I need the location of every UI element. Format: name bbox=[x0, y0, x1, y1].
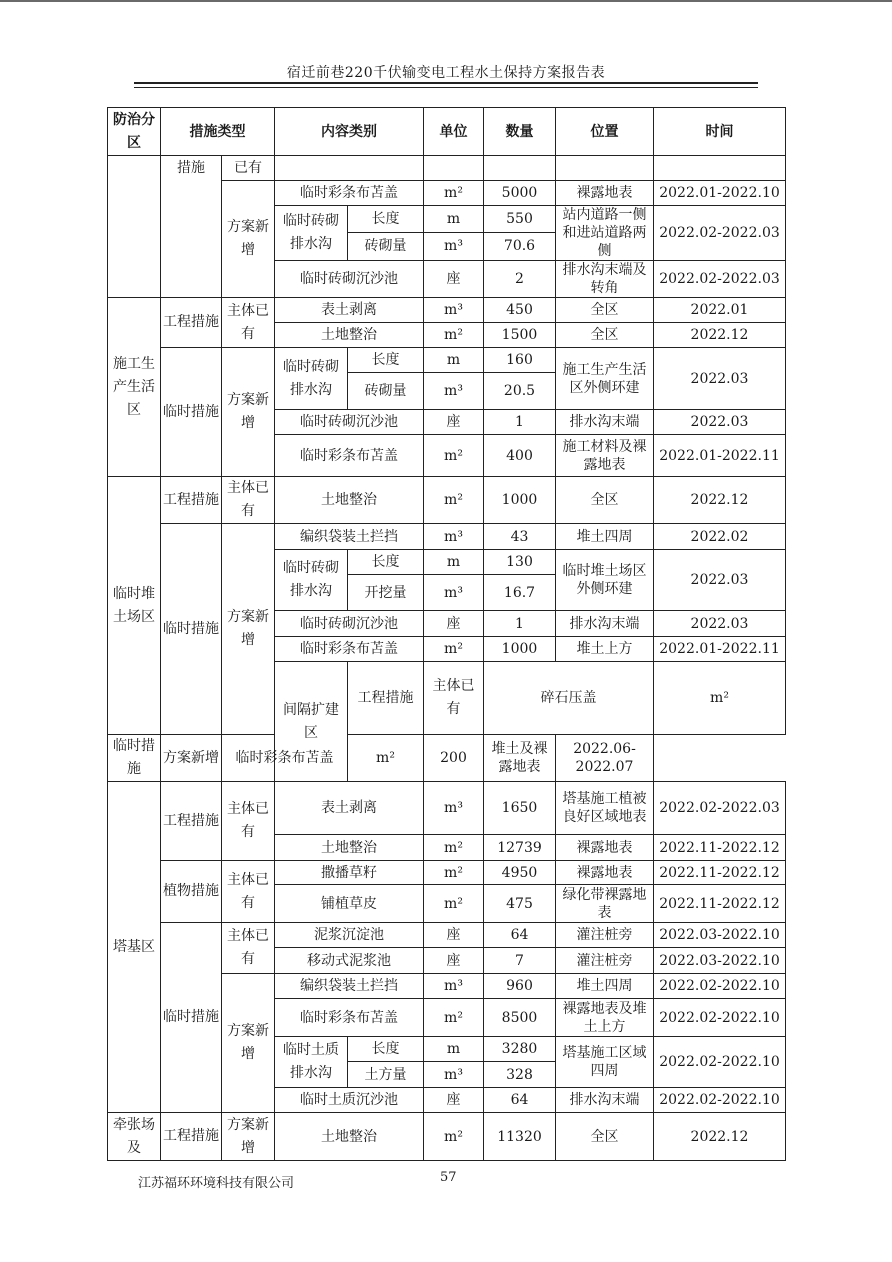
unit-cell: m³ bbox=[424, 373, 484, 410]
zone-cell: 牵张场及 bbox=[108, 1113, 161, 1161]
quantity-cell: 4950 bbox=[484, 861, 556, 885]
measure-source-cell: 方案新增 bbox=[222, 181, 275, 298]
measure-category-cell: 工程措施 bbox=[161, 298, 222, 348]
header-cell: 内容类别 bbox=[275, 108, 424, 156]
time-cell: 2022.01 bbox=[654, 298, 786, 323]
measure-source-cell: 主体已有 bbox=[222, 861, 275, 923]
content-cell: 撒播草籽 bbox=[275, 861, 424, 885]
unit-cell: 座 bbox=[424, 410, 484, 435]
top-border bbox=[0, 0, 892, 2]
unit-cell: m bbox=[424, 550, 484, 575]
subitem-cell: 砖砌量 bbox=[348, 373, 424, 410]
time-cell: 2022.06-2022.07 bbox=[556, 735, 654, 782]
content-cell: 铺植草皮 bbox=[275, 885, 424, 923]
unit-cell: m² bbox=[424, 861, 484, 885]
zone-cell: 施工生产生活区 bbox=[108, 298, 161, 477]
location-cell: 裸露地表及堆土上方 bbox=[556, 999, 654, 1037]
quantity-cell bbox=[484, 156, 556, 181]
quantity-cell: 43 bbox=[484, 524, 556, 550]
measure-source-cell: 主体已有 bbox=[222, 782, 275, 861]
unit-cell: m² bbox=[424, 477, 484, 524]
unit-cell: m³ bbox=[424, 1062, 484, 1088]
location-cell: 灌注桩旁 bbox=[556, 948, 654, 974]
subitem-cell: 长度 bbox=[348, 550, 424, 575]
table-row bbox=[108, 477, 786, 524]
quantity-cell: 64 bbox=[484, 1088, 556, 1113]
content-cell: 表土剥离 bbox=[275, 298, 424, 323]
time-cell: 2022.02-2022.10 bbox=[654, 1088, 786, 1113]
unit-cell: 座 bbox=[424, 1088, 484, 1113]
time-cell: 2022.03 bbox=[654, 348, 786, 410]
measure-source-cell: 主体已有 bbox=[222, 298, 275, 348]
measure-category-cell: 措施 bbox=[161, 156, 222, 298]
quantity-cell: 64 bbox=[484, 923, 556, 948]
unit-cell bbox=[424, 156, 484, 181]
time-cell: 2022.02-2022.10 bbox=[654, 974, 786, 999]
measure-category-cell: 工程措施 bbox=[161, 1113, 222, 1161]
unit-cell: m² bbox=[424, 435, 484, 477]
location-cell: 塔基施工区域四周 bbox=[556, 1037, 654, 1088]
zone-cell: 临时堆土场区 bbox=[108, 477, 161, 735]
measure-source-cell: 主体已有 bbox=[424, 662, 484, 735]
quantity-cell: 1500 bbox=[484, 323, 556, 348]
subitem-cell: 土方量 bbox=[348, 1062, 424, 1088]
table-row bbox=[108, 923, 786, 948]
measures-table bbox=[107, 107, 786, 1161]
content-cell: 土地整治 bbox=[275, 477, 424, 524]
time-cell: 2022.12 bbox=[654, 1113, 786, 1161]
measure-category-cell: 工程措施 bbox=[161, 477, 222, 524]
time-cell: 2022.02 bbox=[654, 524, 786, 550]
header-rule-thin bbox=[134, 87, 758, 88]
content-cell: 表土剥离 bbox=[275, 782, 424, 835]
content-cell: 土地整治 bbox=[275, 323, 424, 348]
table-row bbox=[108, 298, 786, 323]
content-cell: 临时砖砌排水沟 bbox=[275, 348, 348, 410]
zone-cell: 塔基区 bbox=[108, 782, 161, 1113]
content-cell: 编织袋装土拦挡 bbox=[275, 974, 424, 999]
quantity-cell: 1 bbox=[484, 410, 556, 435]
unit-cell: m² bbox=[424, 637, 484, 662]
content-cell: 移动式泥浆池 bbox=[275, 948, 424, 974]
time-cell: 2022.11-2022.12 bbox=[654, 861, 786, 885]
measure-source-cell: 主体已有 bbox=[222, 923, 275, 974]
measure-source-cell: 主体已有 bbox=[222, 477, 275, 524]
location-cell: 排水沟末端及转角 bbox=[556, 261, 654, 298]
table-row bbox=[108, 156, 786, 181]
location-cell: 排水沟末端 bbox=[556, 1088, 654, 1113]
time-cell: 2022.03 bbox=[654, 550, 786, 611]
content-cell: 土地整治 bbox=[275, 835, 424, 861]
content-cell: 临时砖砌排水沟 bbox=[275, 206, 348, 261]
table-row bbox=[108, 1113, 786, 1161]
content-cell bbox=[275, 156, 424, 181]
location-cell: 站内道路一侧和进站道路两侧 bbox=[556, 206, 654, 261]
time-cell: 2022.12 bbox=[654, 323, 786, 348]
time-cell: 2022.03 bbox=[654, 611, 786, 637]
unit-cell: m³ bbox=[424, 575, 484, 611]
time-cell: 2022.02-2022.10 bbox=[654, 1037, 786, 1088]
location-cell: 排水沟末端 bbox=[556, 611, 654, 637]
header-cell: 位置 bbox=[556, 108, 654, 156]
header-cell: 时间 bbox=[654, 108, 786, 156]
location-cell: 全区 bbox=[556, 323, 654, 348]
header-cell: 数量 bbox=[484, 108, 556, 156]
table-row bbox=[108, 861, 786, 885]
quantity-cell: 16.7 bbox=[484, 575, 556, 611]
measure-source-cell: 方案新增 bbox=[222, 974, 275, 1113]
location-cell: 裸露地表 bbox=[556, 181, 654, 206]
time-cell: 2022.11-2022.12 bbox=[654, 885, 786, 923]
quantity-cell: 20.5 bbox=[484, 373, 556, 410]
measure-category-cell: 临时措施 bbox=[161, 923, 222, 1113]
subitem-cell: 长度 bbox=[348, 1037, 424, 1062]
location-cell: 绿化带裸露地表 bbox=[556, 885, 654, 923]
unit-cell: m² bbox=[424, 835, 484, 861]
table-row bbox=[108, 782, 786, 835]
table-row bbox=[108, 524, 786, 550]
subitem-cell: 砖砌量 bbox=[348, 232, 424, 260]
header-cell: 单位 bbox=[424, 108, 484, 156]
quantity-cell: 160 bbox=[484, 348, 556, 373]
measure-category-cell: 植物措施 bbox=[161, 861, 222, 923]
header-cell: 防治分区 bbox=[108, 108, 161, 156]
time-cell bbox=[654, 156, 786, 181]
page-number: 57 bbox=[440, 1170, 457, 1185]
quantity-cell: 1000 bbox=[484, 637, 556, 662]
unit-cell: m³ bbox=[424, 298, 484, 323]
time-cell: 2022.02-2022.03 bbox=[654, 782, 786, 835]
quantity-cell: 2 bbox=[484, 261, 556, 298]
footer-company: 江苏福环环境科技有限公司 bbox=[138, 1176, 295, 1191]
content-cell: 临时砖砌沉沙池 bbox=[275, 410, 424, 435]
location-cell: 堆土上方 bbox=[556, 637, 654, 662]
quantity-cell: 200 bbox=[424, 735, 484, 782]
unit-cell: m² bbox=[424, 323, 484, 348]
location-cell: 全区 bbox=[556, 1113, 654, 1161]
report-header-title: 宿迁前巷220千伏输变电工程水土保持方案报告表 bbox=[286, 65, 606, 81]
measure-source-cell: 方案新增 bbox=[161, 735, 222, 782]
location-cell: 全区 bbox=[556, 298, 654, 323]
unit-cell: 座 bbox=[424, 261, 484, 298]
content-cell: 临时砖砌沉沙池 bbox=[275, 261, 424, 298]
location-cell: 全区 bbox=[556, 477, 654, 524]
content-cell: 临时砖砌沉沙池 bbox=[275, 611, 424, 637]
zone-cell bbox=[108, 156, 161, 298]
quantity-cell: 70.6 bbox=[484, 232, 556, 260]
unit-cell: m bbox=[424, 1037, 484, 1062]
table-header-row bbox=[108, 108, 786, 156]
time-cell: 2022.03 bbox=[654, 410, 786, 435]
content-cell: 土地整治 bbox=[275, 1113, 424, 1161]
unit-cell: 座 bbox=[424, 948, 484, 974]
content-cell: 临时彩条布苫盖 bbox=[275, 637, 424, 662]
table-row bbox=[108, 735, 786, 782]
location-cell: 裸露地表 bbox=[556, 861, 654, 885]
location-cell: 排水沟末端 bbox=[556, 410, 654, 435]
time-cell: 2022.02-2022.03 bbox=[654, 206, 786, 261]
content-cell: 泥浆沉淀池 bbox=[275, 923, 424, 948]
unit-cell: 座 bbox=[424, 611, 484, 637]
location-cell: 临时堆土场区外侧环建 bbox=[556, 550, 654, 611]
time-cell: 2022.11-2022.12 bbox=[654, 835, 786, 861]
quantity-cell: 11320 bbox=[484, 1113, 556, 1161]
content-cell: 临时土质排水沟 bbox=[275, 1037, 348, 1088]
unit-cell: m bbox=[424, 206, 484, 233]
time-cell: 2022.01-2022.10 bbox=[654, 181, 786, 206]
quantity-cell: 12739 bbox=[484, 835, 556, 861]
unit-cell: m bbox=[424, 348, 484, 373]
quantity-cell: 960 bbox=[484, 974, 556, 999]
time-cell: 2022.01-2022.11 bbox=[654, 435, 786, 477]
subitem-cell: 长度 bbox=[348, 348, 424, 373]
subitem-cell: 长度 bbox=[348, 206, 424, 233]
unit-cell: m³ bbox=[424, 782, 484, 835]
header-rule-thick bbox=[134, 82, 758, 84]
quantity-cell: 5000 bbox=[484, 181, 556, 206]
time-cell: 2022.03-2022.10 bbox=[654, 923, 786, 948]
unit-cell: m² bbox=[654, 662, 786, 735]
location-cell: 堆土及裸露地表 bbox=[484, 735, 556, 782]
location-cell: 塔基施工植被良好区域地表 bbox=[556, 782, 654, 835]
subitem-cell: 开挖量 bbox=[348, 575, 424, 611]
time-cell: 2022.02-2022.10 bbox=[654, 999, 786, 1037]
content-cell: 临时砖砌排水沟 bbox=[275, 550, 348, 611]
time-cell: 2022.01-2022.11 bbox=[654, 637, 786, 662]
measure-category-cell: 临时措施 bbox=[161, 348, 222, 477]
unit-cell: m² bbox=[424, 885, 484, 923]
unit-cell: 座 bbox=[424, 923, 484, 948]
location-cell: 灌注桩旁 bbox=[556, 923, 654, 948]
quantity-cell: 1 bbox=[484, 611, 556, 637]
quantity-cell: 550 bbox=[484, 206, 556, 233]
table-row bbox=[108, 348, 786, 373]
content-cell: 编织袋装土拦挡 bbox=[275, 524, 424, 550]
unit-cell: m² bbox=[424, 1113, 484, 1161]
measure-source-cell: 方案新增 bbox=[222, 1113, 275, 1161]
unit-cell: m³ bbox=[424, 974, 484, 999]
measure-category-cell: 临时措施 bbox=[108, 735, 161, 782]
unit-cell: m³ bbox=[424, 232, 484, 260]
measure-source-cell: 方案新增 bbox=[222, 348, 275, 477]
measure-source-cell: 方案新增 bbox=[222, 524, 275, 735]
content-cell: 临时土质沉沙池 bbox=[275, 1088, 424, 1113]
header-cell: 措施类型 bbox=[161, 108, 275, 156]
quantity-cell: 475 bbox=[484, 885, 556, 923]
measure-category-cell: 工程措施 bbox=[348, 662, 424, 735]
content-cell: 临时彩条布苫盖 bbox=[222, 735, 348, 782]
quantity-cell: 1000 bbox=[484, 477, 556, 524]
location-cell: 堆土四周 bbox=[556, 974, 654, 999]
location-cell: 堆土四周 bbox=[556, 524, 654, 550]
measure-category-cell: 工程措施 bbox=[161, 782, 222, 861]
quantity-cell: 3280 bbox=[484, 1037, 556, 1062]
unit-cell: m² bbox=[424, 181, 484, 206]
unit-cell: m² bbox=[348, 735, 424, 782]
content-cell: 临时彩条布苫盖 bbox=[275, 999, 424, 1037]
unit-cell: m² bbox=[424, 999, 484, 1037]
content-cell: 临时彩条布苫盖 bbox=[275, 435, 424, 477]
quantity-cell: 328 bbox=[484, 1062, 556, 1088]
quantity-cell: 1650 bbox=[484, 782, 556, 835]
quantity-cell: 130 bbox=[484, 550, 556, 575]
location-cell: 施工材料及裸露地表 bbox=[556, 435, 654, 477]
content-cell: 碎石压盖 bbox=[484, 662, 654, 735]
quantity-cell: 400 bbox=[484, 435, 556, 477]
measure-category-cell: 临时措施 bbox=[161, 524, 222, 735]
location-cell bbox=[556, 156, 654, 181]
quantity-cell: 450 bbox=[484, 298, 556, 323]
time-cell: 2022.12 bbox=[654, 477, 786, 524]
time-cell: 2022.03-2022.10 bbox=[654, 948, 786, 974]
quantity-cell: 8500 bbox=[484, 999, 556, 1037]
time-cell: 2022.02-2022.03 bbox=[654, 261, 786, 298]
unit-cell: m³ bbox=[424, 524, 484, 550]
location-cell: 裸露地表 bbox=[556, 835, 654, 861]
quantity-cell: 7 bbox=[484, 948, 556, 974]
content-cell: 临时彩条布苫盖 bbox=[275, 181, 424, 206]
zone-cell: 间隔扩建区 bbox=[275, 662, 348, 782]
location-cell: 施工生产生活区外侧环建 bbox=[556, 348, 654, 410]
measure-source-cell: 已有 bbox=[222, 156, 275, 181]
